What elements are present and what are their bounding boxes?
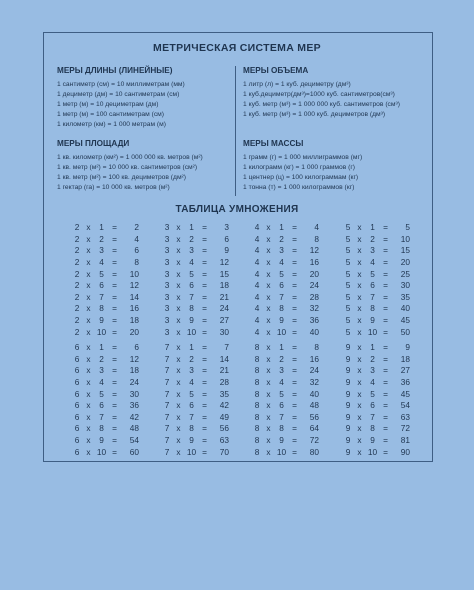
multiplication-column-6	[72, 342, 139, 458]
multiplication-row: 2 x 9 = 18	[74, 315, 139, 326]
multiplication-row: 9 x 2 = 18	[345, 353, 410, 364]
multiplication-row: 5 x 10 = 50	[345, 326, 410, 337]
volume-heading: МЕРЫ ОБЪЕМА	[243, 66, 309, 75]
multiplication-row: 7 x 6 = 42	[164, 400, 229, 411]
multiplication-row: 9 x 10 = 90	[345, 446, 410, 457]
multiplication-row: 7 x 5 = 35	[164, 388, 229, 399]
length-line: 1 метр (м) = 10 дециметрам (дм)	[57, 101, 159, 108]
length-heading: МЕРЫ ДЛИНЫ (ЛИНЕЙНЫЕ)	[57, 66, 173, 75]
multiplication-row: 2 x 5 = 10	[74, 268, 139, 279]
multiplication-row: 4 x 10 = 40	[254, 326, 319, 337]
multiplication-row: 8 x 7 = 56	[254, 411, 319, 422]
multiplication-row: 3 x 5 = 15	[164, 268, 229, 279]
multiplication-row: 7 x 9 = 63	[164, 435, 229, 446]
multiplication-row: 6 x 10 = 60	[74, 446, 139, 457]
multiplication-row: 2 x 3 = 6	[74, 245, 139, 256]
area-line: 1 кв. километр (км²) = 1 000 000 кв. метров (м²)	[57, 154, 203, 161]
area-line: 1 кв. метр (м²) = 100 кв. дециметров (дм²)	[57, 174, 186, 181]
multiplication-row: 6 x 1 = 6	[74, 342, 139, 352]
multiplication-row: 4 x 3 = 12	[254, 245, 319, 256]
volume-line: 1 куб. метр (м³) = 1 000 000 куб. сантиметров (см³)	[243, 101, 400, 108]
multiplication-row: 8 x 4 = 32	[254, 376, 319, 387]
area-list	[57, 153, 203, 193]
multiplication-row: 8 x 8 = 64	[254, 423, 319, 434]
multiplication-row: 9 x 8 = 72	[345, 423, 410, 434]
multiplication-row: 3 x 2 = 6	[164, 233, 229, 244]
multiplication-row: 9 x 4 = 36	[345, 376, 410, 387]
multiplication-column-8	[252, 342, 319, 458]
length-list	[57, 80, 185, 130]
mass-line: 1 грамм (г) = 1 000 миллиграммов (мг)	[243, 154, 363, 161]
multiplication-row: 9 x 5 = 45	[345, 388, 410, 399]
multiplication-row: 2 x 2 = 4	[74, 233, 139, 244]
multiplication-title: ТАБЛИЦА УМНОЖЕНИЯ	[175, 204, 299, 215]
page-title: МЕТРИЧЕСКАЯ СИСТЕМА МЕР	[153, 42, 321, 54]
multiplication-row: 5 x 9 = 45	[345, 315, 410, 326]
multiplication-row: 4 x 7 = 28	[254, 291, 319, 302]
multiplication-row: 4 x 2 = 8	[254, 233, 319, 244]
area-line: 1 кв. метр (м²) = 10 000 кв. сантиметров (см²)	[57, 164, 198, 171]
length-line: 1 дециметр (дм) = 10 сантиметрам (см)	[57, 91, 180, 98]
multiplication-row: 9 x 1 = 9	[345, 342, 410, 352]
multiplication-row: 3 x 8 = 24	[164, 303, 229, 314]
multiplication-row: 7 x 7 = 49	[164, 411, 229, 422]
multiplication-row: 3 x 7 = 21	[164, 291, 229, 302]
multiplication-row: 4 x 1 = 4	[254, 222, 319, 232]
multiplication-row: 6 x 4 = 24	[74, 376, 139, 387]
multiplication-row: 2 x 1 = 2	[74, 222, 139, 232]
multiplication-row: 5 x 4 = 20	[345, 256, 410, 267]
column-divider	[235, 66, 236, 196]
multiplication-row: 2 x 6 = 12	[74, 280, 139, 291]
multiplication-row: 8 x 6 = 48	[254, 400, 319, 411]
multiplication-row: 7 x 4 = 28	[164, 376, 229, 387]
multiplication-row: 3 x 1 = 3	[164, 222, 229, 232]
multiplication-row: 4 x 8 = 32	[254, 303, 319, 314]
multiplication-row: 6 x 9 = 54	[74, 435, 139, 446]
multiplication-row: 7 x 1 = 7	[164, 342, 229, 352]
multiplication-row: 2 x 4 = 8	[74, 256, 139, 267]
multiplication-row: 8 x 2 = 16	[254, 353, 319, 364]
multiplication-row: 3 x 4 = 12	[164, 256, 229, 267]
multiplication-column-7	[162, 342, 229, 458]
mass-line: 1 тонна (т) = 1 000 килограммов (кг)	[243, 184, 355, 191]
multiplication-row: 6 x 2 = 12	[74, 353, 139, 364]
multiplication-row: 3 x 6 = 18	[164, 280, 229, 291]
multiplication-row: 5 x 2 = 10	[345, 233, 410, 244]
multiplication-row: 9 x 7 = 63	[345, 411, 410, 422]
multiplication-row: 5 x 7 = 35	[345, 291, 410, 302]
mass-list	[243, 153, 362, 193]
multiplication-row: 9 x 3 = 27	[345, 365, 410, 376]
multiplication-row: 3 x 10 = 30	[164, 326, 229, 337]
multiplication-row: 6 x 6 = 36	[74, 400, 139, 411]
multiplication-row: 6 x 8 = 48	[74, 423, 139, 434]
mass-line: 1 центнер (ц) = 100 килограммам (кг)	[243, 174, 359, 181]
multiplication-row: 6 x 3 = 18	[74, 365, 139, 376]
multiplication-row: 4 x 5 = 20	[254, 268, 319, 279]
multiplication-row: 9 x 6 = 54	[345, 400, 410, 411]
multiplication-column-9	[343, 342, 410, 458]
multiplication-row: 8 x 1 = 8	[254, 342, 319, 352]
multiplication-column-3	[162, 222, 229, 338]
multiplication-row: 2 x 8 = 16	[74, 303, 139, 314]
volume-line: 1 литр (л) = 1 куб. дециметру (дм³)	[243, 81, 351, 88]
multiplication-row: 2 x 7 = 14	[74, 291, 139, 302]
multiplication-row: 4 x 4 = 16	[254, 256, 319, 267]
mass-heading: МЕРЫ МАССЫ	[243, 139, 304, 148]
volume-line: 1 куб.дециметр(дм³)=1000 куб. сантиметров(см³)	[243, 91, 395, 98]
volume-list	[243, 80, 400, 120]
multiplication-row: 7 x 10 = 70	[164, 446, 229, 457]
multiplication-row: 8 x 3 = 24	[254, 365, 319, 376]
multiplication-row: 5 x 8 = 40	[345, 303, 410, 314]
multiplication-row: 4 x 9 = 36	[254, 315, 319, 326]
length-line: 1 километр (км) = 1 000 метрам (м)	[57, 121, 166, 128]
multiplication-row: 7 x 3 = 21	[164, 365, 229, 376]
multiplication-row: 9 x 9 = 81	[345, 435, 410, 446]
area-line: 1 гектар (га) = 10 000 кв. метров (м²)	[57, 184, 170, 191]
multiplication-column-4	[252, 222, 319, 338]
multiplication-row: 6 x 5 = 30	[74, 388, 139, 399]
multiplication-row: 5 x 1 = 5	[345, 222, 410, 232]
multiplication-row: 8 x 5 = 40	[254, 388, 319, 399]
multiplication-row: 7 x 2 = 14	[164, 353, 229, 364]
multiplication-row: 3 x 9 = 27	[164, 315, 229, 326]
multiplication-row: 8 x 9 = 72	[254, 435, 319, 446]
multiplication-row: 5 x 3 = 15	[345, 245, 410, 256]
multiplication-column-5	[343, 222, 410, 338]
mass-line: 1 килограмм (кг) = 1 000 граммов (г)	[243, 164, 355, 171]
multiplication-row: 6 x 7 = 42	[74, 411, 139, 422]
multiplication-row: 8 x 10 = 80	[254, 446, 319, 457]
multiplication-row: 5 x 6 = 30	[345, 280, 410, 291]
multiplication-row: 4 x 6 = 24	[254, 280, 319, 291]
length-line: 1 сантиметр (см) = 10 миллиметрам (мм)	[57, 81, 185, 88]
length-line: 1 метр (м) = 100 сантиметрам (см)	[57, 111, 165, 118]
multiplication-row: 3 x 3 = 9	[164, 245, 229, 256]
multiplication-column-2	[72, 222, 139, 338]
multiplication-row: 7 x 8 = 56	[164, 423, 229, 434]
volume-line: 1 куб. метр (м³) = 1 000 куб. дециметров (дм³)	[243, 111, 386, 118]
multiplication-row: 5 x 5 = 25	[345, 268, 410, 279]
multiplication-row: 2 x 10 = 20	[74, 326, 139, 337]
area-heading: МЕРЫ ПЛОЩАДИ	[57, 139, 130, 148]
